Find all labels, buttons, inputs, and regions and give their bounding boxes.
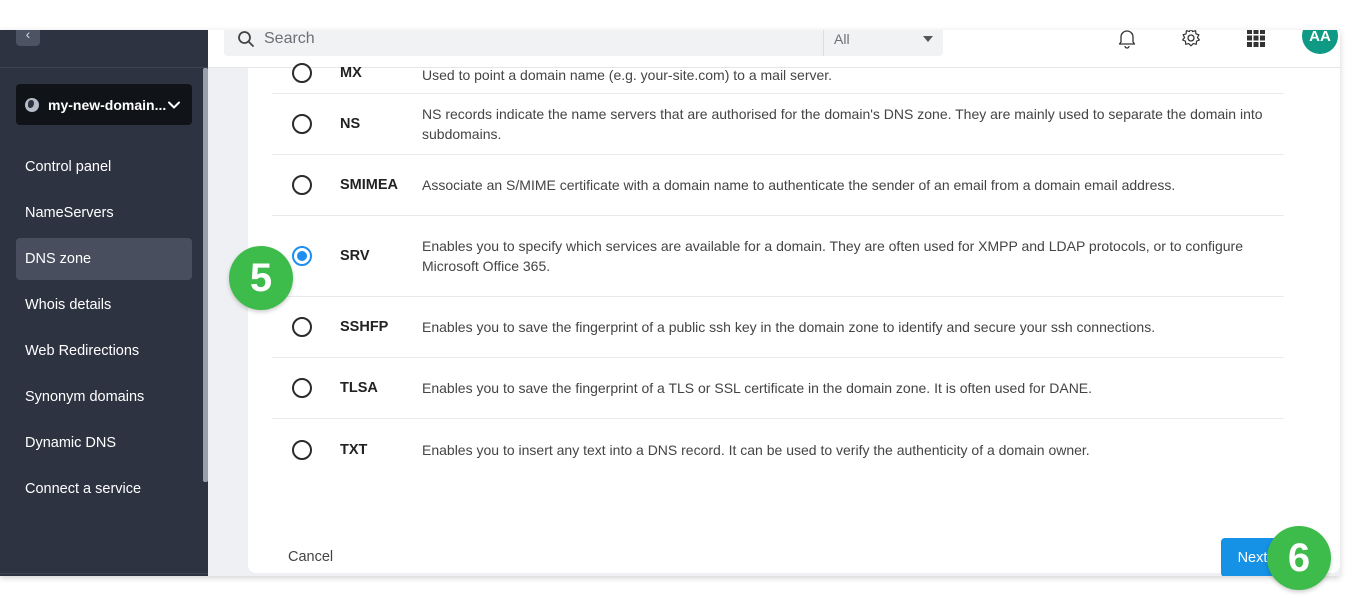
sidebar-item-nameservers[interactable]: NameServers — [25, 205, 114, 221]
domain-name: my-new-domain... — [48, 96, 166, 113]
record-row-txt[interactable] — [272, 419, 1284, 480]
record-row-tlsa[interactable] — [272, 358, 1284, 419]
sidebar-item-whois-details[interactable]: Whois details — [25, 297, 112, 313]
sidebar-item-synonym-domains[interactable]: Synonym domains — [25, 389, 145, 405]
cancel-button[interactable]: Cancel — [288, 549, 334, 565]
chevron-left-icon: ‹ — [25, 30, 31, 42]
record-type-description: Enables you to save the fingerprint of a public ssh key in the domain zone to identify and secure your ssh connections. — [422, 319, 1156, 335]
search-bar — [224, 30, 943, 56]
globe-icon — [25, 98, 39, 112]
caret-down-icon — [923, 36, 933, 42]
settings-icon[interactable] — [1179, 30, 1203, 50]
sidebar-bottom-divider — [0, 573, 208, 574]
record-row-sshfp[interactable] — [272, 297, 1284, 358]
record-type-label: SMIMEA — [340, 177, 398, 193]
sidebar-item-control-panel[interactable]: Control panel — [25, 159, 112, 175]
record-type-label: TLSA — [340, 380, 378, 396]
radio-mx[interactable] — [292, 63, 312, 83]
search-filter-value: All — [834, 31, 850, 47]
record-type-description: NS records indicate the name servers that are authorised for the domain's DNS zone. They are mainly used to separate the domain into subdomains. — [422, 106, 1263, 142]
sidebar-item-web-redirections[interactable]: Web Redirections — [25, 343, 140, 359]
radio-tlsa[interactable] — [292, 378, 312, 398]
next-button[interactable]: Next — [1221, 538, 1284, 576]
sidebar — [0, 30, 208, 576]
step-marker-5: 5 — [229, 246, 293, 310]
sidebar-nav — [16, 146, 192, 514]
step-marker-6: 6 — [1267, 526, 1331, 590]
record-type-description: Used to point a domain name (e.g. your-site.com) to a mail server. — [422, 67, 833, 83]
record-type-card — [248, 65, 1340, 573]
user-avatar[interactable]: AA — [1302, 30, 1338, 54]
domain-selector[interactable] — [16, 84, 192, 125]
record-row-smimea[interactable] — [272, 155, 1284, 216]
radio-sshfp[interactable] — [292, 317, 312, 337]
record-type-description: Enables you to specify which services are available for a domain. They are often used for XMPP and LDAP protocols, or to configure Microsoft Office 365. — [422, 238, 1244, 274]
search-input[interactable]: Search — [264, 30, 315, 47]
record-row-srv[interactable] — [272, 216, 1284, 297]
radio-txt[interactable] — [292, 440, 312, 460]
record-row-mx[interactable] — [272, 65, 1284, 94]
record-type-description: Enables you to save the fingerprint of a TLS or SSL certificate in the domain zone. It is often used for DANE. — [422, 380, 1093, 396]
record-type-label: SRV — [340, 248, 370, 264]
record-type-label: SSHFP — [340, 319, 389, 335]
sidebar-divider — [0, 67, 208, 68]
radio-smimea[interactable] — [292, 175, 312, 195]
app-window — [0, 30, 1340, 576]
record-type-list — [272, 65, 1284, 480]
record-type-description: Enables you to insert any text into a DNS record. It can be used to verify the authenticity of a domain owner. — [422, 441, 1090, 458]
sidebar-item-dns-zone[interactable]: DNS zone — [16, 238, 192, 280]
top-bar — [208, 30, 1340, 68]
search-icon — [228, 30, 264, 48]
record-type-label: NS — [340, 116, 361, 132]
sidebar-item-dynamic-dns[interactable]: Dynamic DNS — [25, 435, 117, 451]
record-type-description: Associate an S/MIME certificate with a domain name to authenticate the sender of an email from a domain email address. — [422, 177, 1176, 193]
radio-srv[interactable] — [292, 246, 312, 266]
apps-grid-icon[interactable] — [1244, 30, 1268, 50]
bell-icon[interactable] — [1115, 30, 1139, 50]
radio-ns[interactable] — [292, 114, 312, 134]
chevron-down-icon — [166, 97, 182, 113]
sidebar-scrollbar[interactable] — [203, 68, 208, 482]
record-type-label: MX — [340, 65, 362, 81]
record-type-label: TXT — [340, 441, 368, 458]
sidebar-item-connect-service[interactable]: Connect a service — [25, 481, 142, 497]
record-row-ns[interactable] — [272, 94, 1284, 155]
search-filter-select[interactable] — [823, 30, 943, 56]
collapse-sidebar-button[interactable] — [16, 30, 40, 46]
